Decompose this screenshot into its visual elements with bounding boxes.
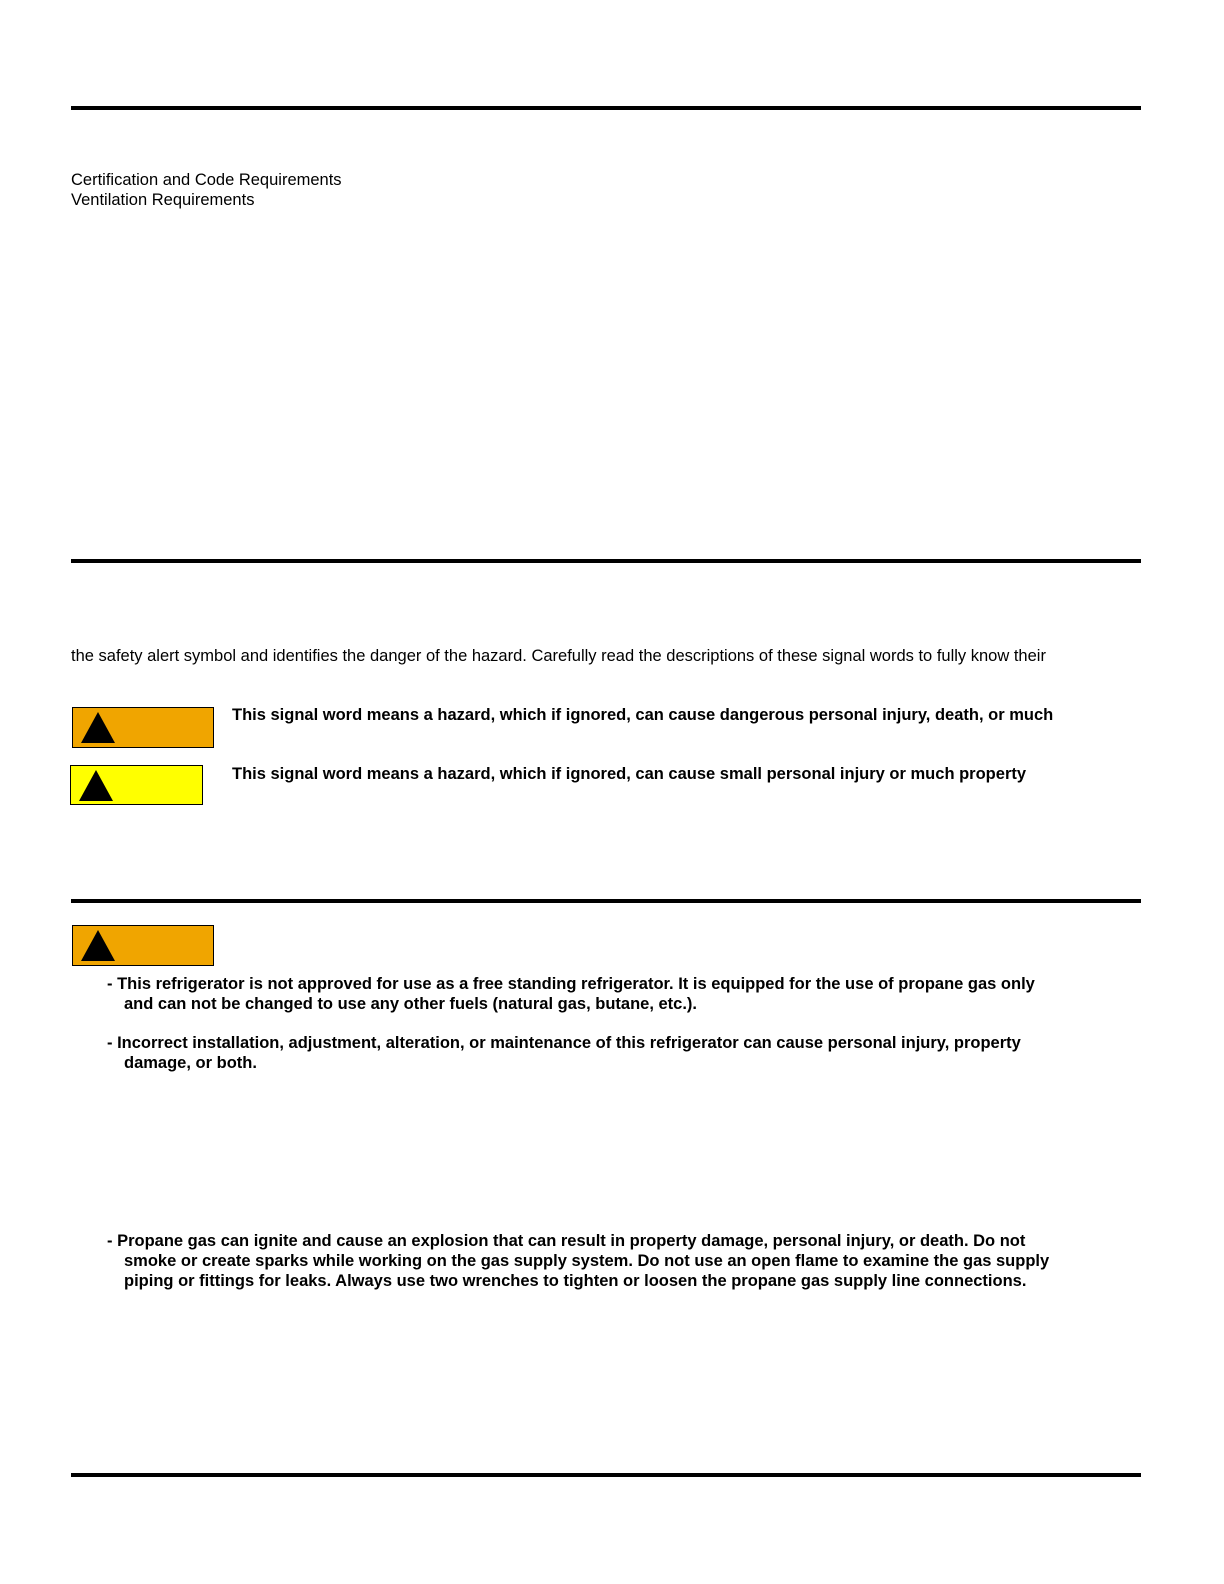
caution-signal-badge xyxy=(70,765,203,805)
warning-line: piping or fittings for leaks. Always use two wrenches to tighten or loosen the propane gas supply line connections. xyxy=(124,1272,1027,1290)
warning-signal-badge xyxy=(72,707,214,748)
section-divider-warnings xyxy=(71,899,1141,903)
warning-line: - Propane gas can ignite and cause an explosion that can result in property damage, personal injury, or death. Do not xyxy=(107,1232,1026,1250)
toc-item-certification[interactable]: Certification and Code Requirements xyxy=(71,171,342,189)
caution-signal-description: This signal word means a hazard, which if ignored, can cause small personal injury or much property xyxy=(232,765,1027,783)
warning-item-propane xyxy=(107,1231,1049,1291)
alert-triangle-icon xyxy=(80,929,116,962)
toc-item-ventilation[interactable]: Ventilation Requirements xyxy=(71,191,255,209)
warning-line: smoke or create sparks while working on the gas supply system. Do not use an open flame to examine the gas supply xyxy=(124,1252,1050,1270)
general-warning-badge xyxy=(72,925,214,966)
warning-line: and can not be changed to use any other fuels (natural gas, butane, etc.). xyxy=(124,995,698,1013)
table-of-contents xyxy=(71,170,342,210)
section-divider-safety xyxy=(71,559,1141,563)
warning-line: damage, or both. xyxy=(124,1054,257,1072)
alert-triangle-icon xyxy=(78,769,114,802)
warning-item-installation xyxy=(107,1033,1021,1073)
safety-intro-text: the safety alert symbol and identifies the danger of the hazard. Carefully read the descriptions of these signal words to fully know their xyxy=(71,647,1046,665)
alert-triangle-icon xyxy=(80,711,116,744)
warning-line: - Incorrect installation, adjustment, alteration, or maintenance of this refrigerator can cause personal injury, property xyxy=(107,1034,1021,1052)
section-divider-bottom xyxy=(71,1473,1141,1477)
warning-line: - This refrigerator is not approved for use as a free standing refrigerator. It is equipped for the use of propane gas only xyxy=(107,975,1035,993)
warning-signal-description: This signal word means a hazard, which if ignored, can cause dangerous personal injury, death, or much xyxy=(232,706,1054,724)
section-divider-top xyxy=(71,106,1141,110)
warning-item-fuel xyxy=(107,974,1035,1014)
